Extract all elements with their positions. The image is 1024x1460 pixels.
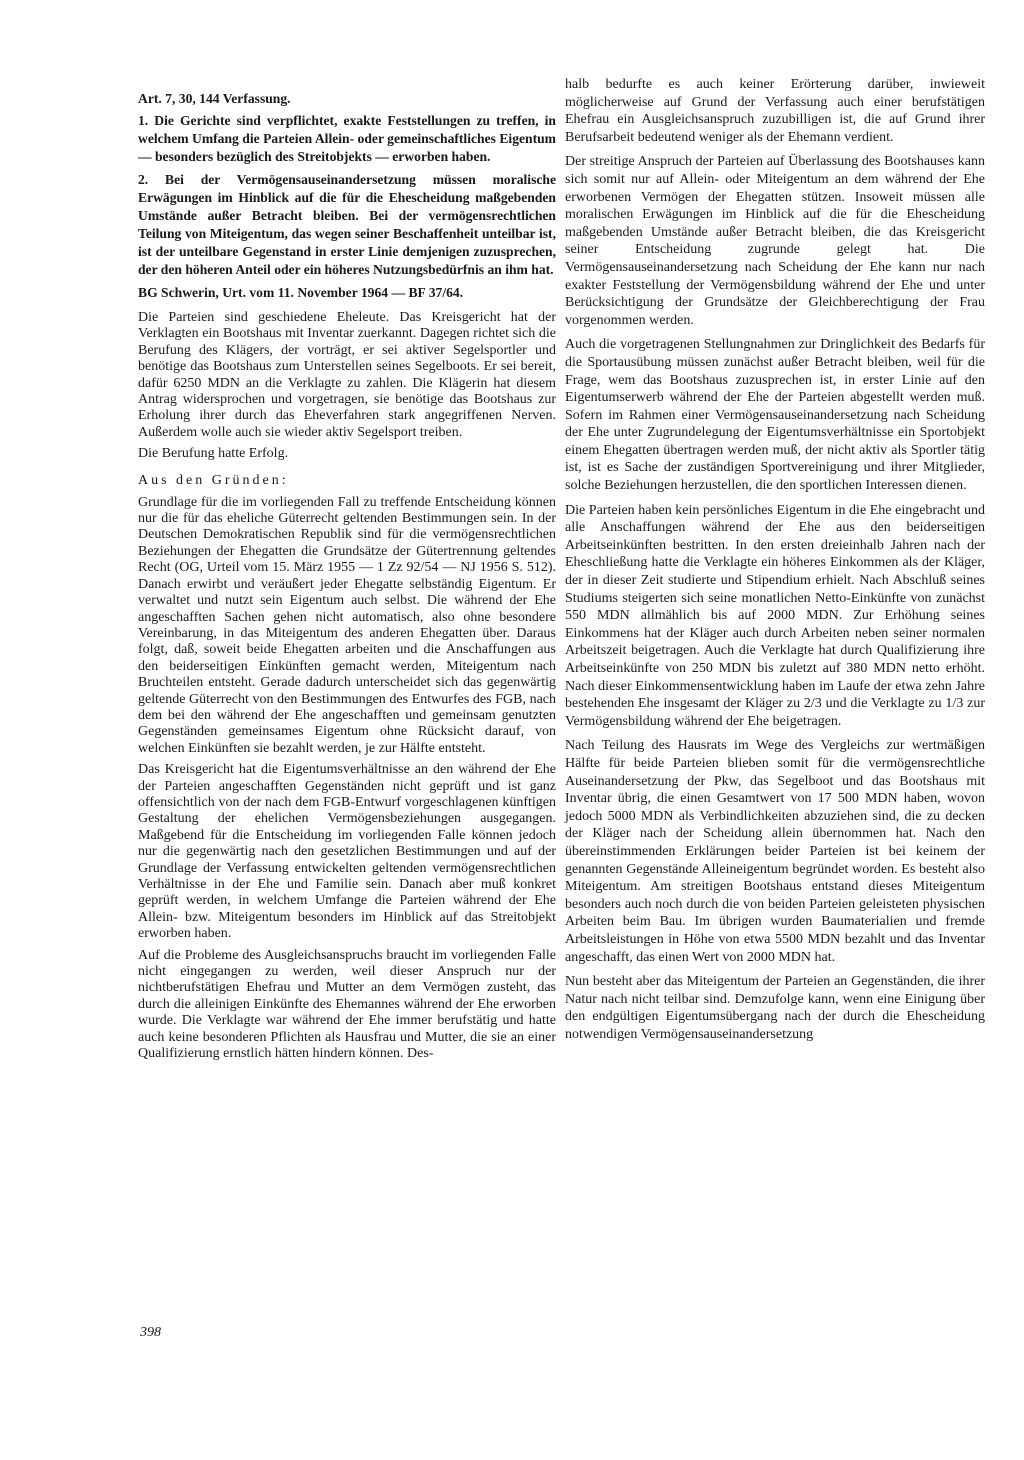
left-column (138, 78, 556, 1067)
headnote-point-2: 2. Bei der Vermögensauseinandersetzung müssen moralische Erwägungen im Hinblick auf die für die Ehescheidung maßgebenden Umstände außer Betracht bleiben. Bei der vermögensrechtlichen Teilung von Miteigentum, das wegen seiner Beschaffenheit unteilbar ist, ist der unteilbare Gegenstand in erster Linie demjenigen zuzusprechen, der den höheren Anteil oder ein höheres Nutzungsbedürfnis an ihm hat. (138, 172, 556, 277)
reasons-paragraph-3: Auf die Probleme des Ausgleichsanspruchs braucht im vorliegenden Falle nicht eingegangen zu werden, weil dieser Anspruch nur der nichtberufstätigen Ehefrau und Mutter an dem Vermögen zusteht, das durch die alleinigen Einkünfte des Ehemannes während der Ehe erworben wurde. Die Verklagte war während der Ehe immer berufstätig und hatte auch keine besonderen Pflichten als Hausfrau und Mutter, die sie an einer Qualifizierung ernstlich hätten hindern können. Des- (138, 947, 556, 1062)
right-paragraph-1: halb bedurfte es auch keiner Erörterung darüber, inwieweit möglicherweise auf Grund der Verfassung auch einer berufstätigen Ehefrau ein Ausgleichsanspruch zuzubilligen ist, die auf Grund ihrer Berufsarbeit bedeutend weniger als der Ehemann verdient. (565, 77, 985, 145)
right-paragraph-3: Auch die vorgetragenen Stellungnahmen zur Dringlichkeit des Bedarfs für die Sportausübung müssen zunächst außer Betracht bleiben, weil für die Frage, wem das Bootshaus zuzusprechen ist, in erster Linie auf den Eigentumserwerb während der Ehe der Parteien abgestellt werden muß. Sofern im Rahmen einer Vermögensauseinandersetzung nach Scheidung der Ehe unter Zugrundelegung der Eigentumsverhältnisse ein Sportobjekt einem Ehegatten übertragen werden muß, der nicht aktiv als Sportler tätig ist, ist es Sache der zuständigen Sportvereinigung und ihrer Mitglieder, solche Beziehungen herzustellen, die den sportlichen Interessen dienen. (565, 337, 985, 494)
headnote-point-1: 1. Die Gerichte sind verpflichtet, exakte Feststellungen zu treffen, in welchem Umfang die Parteien Allein- oder gemeinschaftliches Eigentum — besonders bezüglich des Streitobjekts — erworben haben. (138, 113, 556, 164)
result-paragraph: Die Berufung hatte Erfolg. (138, 446, 289, 462)
right-paragraph-6: Nun besteht aber das Miteigentum der Parteien an Gegenständen, die ihrer Natur nach nicht teilbar sind. Demzufolge kann, wenn eine Einigung über den endgültigen Eigentumsübergang nach der durch die Ehescheidung notwendigen Vermögensauseinandersetzung (565, 974, 985, 1042)
right-paragraph-4: Die Parteien haben kein persönliches Eigentum in die Ehe eingebracht und alle Anschaffungen während der Ehe aus den beiderseitigen Arbeitseinkünften bestritten. In den ersten dreieinhalb Jahren nach der Eheschließung hatte die Verklagte ein höheres Einkommen als der Kläger, der in dieser Zeit studierte und Stipendium erhielt. Nach Abschluß seines Studiums steigerten sich seine monatlichen Netto-Einkünfte von zunächst 550 MDN allmählich bis auf 2000 MDN. Zur Erhöhung seines Einkommens hat der Kläger auch durch Arbeiten neben seiner normalen Arbeitszeit beigetragen. Auch die Verklagte hat durch Qualifizierung ihre Arbeitseinkünfte von 250 MDN bis zuletzt auf 380 MDN netto erhöht. Nach dieser Einkommensentwicklung haben im Laufe der etwa zehn Jahre bestehenden Ehe insgesamt der Kläger zu 2/3 und die Verklagte zu 1/3 zur Vermögensbildung während der Ehe beigetragen. (565, 502, 985, 729)
reasons-heading: Aus den Gründen: (138, 472, 289, 488)
reasons-paragraph-1: Grundlage für die im vorliegenden Fall zu treffende Entscheidung können nur die für das eheliche Güterrecht geltenden Bestimmungen sein. In der Deutschen Demokratischen Republik sind für die vermögensrechtlichen Beziehungen der Ehegatten die Grundsätze der Gütertrennung geltendes Recht (OG, Urteil vom 15. März 1955 — 1 Zz 92/54 — NJ 1956 S. 512). Danach erwirbt und veräußert jeder Ehegatte selbständig Eigentum. Er verwaltet und nutzt sein Eigentum auch selbst. Die während der Ehe angeschafften Sachen gehen nicht automatisch, also ohne besondere Vereinbarung, in das Miteigentum des anderen Ehegatten über. Daraus folgt, daß, soweit beide Ehegatten arbeiten und die Anschaffungen aus den beiderseitigen Einkünften gemacht werden, Miteigentum nach Bruchteilen entsteht. Gerade dadurch unterscheidet sich das gegenwärtig geltende Güterrecht von den Bestimmungen des Entwurfes des FGB, nach dem bei den während der Ehe angeschafften und gemeinsam genutzten Gegenständen gemeinsames Eigentum ohne Rücksicht darauf, von welchen Einkünften sie bezahlt werden, je zur Hälfte entsteht. (138, 494, 556, 756)
right-paragraph-2: Der streitige Anspruch der Parteien auf Überlassung des Bootshauses kann sich somit nur auf Allein- oder Miteigentum an dem während der Ehe erworbenen Vermögen der Ehegatten stützen. Insoweit müssen alle moralischen Erwägungen im Hinblick auf die für die Ehescheidung maßgebenden Umstände außer Betracht bleiben, die das Kreisgericht seiner Entscheidung zugrunde gelegt hat. Die Vermögensauseinandersetzung nach Scheidung der Ehe kann nur nach exakter Feststellung der Vermögensbildung während der Ehe und unter Berücksichtigung der Grundsätze der Gleichberechtigung der Frau vorgenommen werden. (565, 154, 985, 328)
headnote-title: Art. 7, 30, 144 Verfassung. (138, 91, 291, 106)
case-citation: BG Schwerin, Urt. vom 11. November 1964 — BF 37/64. (138, 285, 464, 300)
right-column (565, 76, 985, 1050)
facts-paragraph: Die Parteien sind geschiedene Eheleute. Das Kreisgericht hat der Verklagten ein Bootshaus mit Inventar zuerkannt. Dagegen richtet sich die Berufung des Klägers, der vorträgt, er sei aktiver Segelsportler und benötige das Bootshaus zum Unterstellen seines Segelboots. Er sei bereit, dafür 6250 MDN an die Verklagte zu zahlen. Die Klägerin hat diesem Antrag widersprochen und vorgetragen, sie benötige das Bootshaus zur Erholung ihrer durch das Eheverfahren stark angegriffenen Nerven. Außerdem wolle auch sie wieder aktiv Segelsport treiben. (138, 310, 556, 440)
reasons-paragraph-2: Das Kreisgericht hat die Eigentumsverhältnisse an den während der Ehe der Parteien angeschafften Gegenständen nicht geprüft und ist ganz offensichtlich von der nach dem FGB-Entwurf vorgeschlagenen künftigen Gestaltung der ehelichen Vermögensbeziehungen ausgegangen. Maßgebend für die Entscheidung im vorliegenden Falle können jedoch nur die gegenwärtig nach den gesetzlichen Bestimmungen und auf der Grundlage der Verfassung entwickelten geltenden vermögensrechtlichen Verhältnisse in der Ehe und Familie sein. Danach aber muß konkret geprüft werden, in welchem Umfange die Parteien während der Ehe Allein- bzw. Miteigentum besonders im Hinblick auf das Streitobjekt erworben haben. (138, 762, 556, 942)
right-paragraph-5: Nach Teilung des Hausrats im Wege des Vergleichs zur wertmäßigen Hälfte für beide Parteien blieben somit für die vermögensrechtliche Auseinandersetzung der Pkw, das Segelboot und das Bootshaus mit Inventar übrig, die einen Gesamtwert von 17 500 MDN haben, wovon jedoch 5000 MDN als Verbindlichkeiten abzuziehen sind, die zu decken der Kläger nach der Scheidung allein übernommen hat. Nach den übereinstimmenden Erklärungen beider Parteien ist bei keinem der genannten Gegenstände Alleineigentum begründet worden. Es besteht also Miteigentum. Am streitigen Bootshaus entstand dieses Miteigentum besonders auch noch durch die von beiden Parteien geleisteten physischen Arbeiten beim Bau. Im übrigen wurden Baumaterialien und fremde Arbeitsleistungen in Höhe von etwa 5500 MDN bezahlt und das Inventar angeschafft, das einen Wert von 2000 MDN hat. (565, 738, 985, 965)
page-number: 398 (140, 1325, 161, 1340)
